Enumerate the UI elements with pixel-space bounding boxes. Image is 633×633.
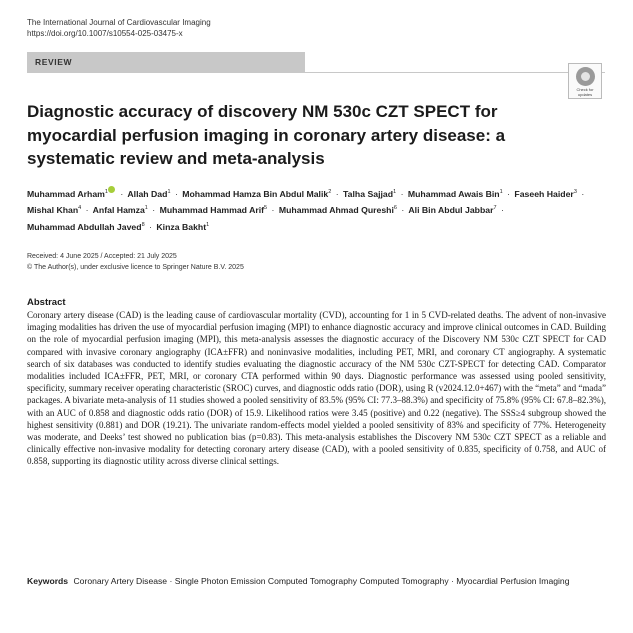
abstract-heading: Abstract — [27, 297, 66, 308]
abstract-text: Coronary artery disease (CAD) is the leading cause of cardiovascular mortality (CVD), accounting for 1 in 5 CVD-related deaths. The advent of non-invasive imaging modalities has driven the use of myocardial perfusion imaging (MPI) to enhance diagnostic accuracy and improve clinical outcomes in CAD. Building on the role of myocardial perfusion imaging (MPI), this meta-analysis assesses the diagnostic accuracy of the Discovery NM 530c CZT SPECT for CAD compared with invasive coronary angiography (ICA±FFR) and noninvasive modalities, including PET, MRI, and coronary CT angiography. A systematic search of six databases was conducted to identify studies evaluating the diagnostic accuracy of the NM 530c CZT-SPECT for detecting CAD. Comparator modalities included ICA±FFR, PET, MRI, or coronary CTA performed within 90 days. Diagnostic performance was assessed using pooled sensitivity, specificity, summary receiver operating characteristic (SROC) curves, and diagnostic odds ratio (DOR), using R (v2024.12.0+467) with the “meta” and “mada” packages. A bivariate meta-analysis of 11 studies showed a pooled sensitivity of 83.5% (95% CI: 77.3–88.3%) and specificity of 75.8% (95% CI: 67.8–82.3%), with an AUC of 0.858 and diagnostic odds ratio (DOR) of 15.9. Likelihood ratios were 3.45 (positive) and 0.22 (negative). The SSS≥4 subgroup showed the highest sensitivity (0.881) and DOR (19.21). The univariate random-effects model yielded a pooled sensitivity of 83% and specificity of 77%. Heterogeneity was moderate, and Deeks’ test showed no publication bias (p=0.83). This meta-analysis establishes the Discovery NM 530c CZT SPECT as a reliable and clinically effective non-invasive modality for detecting coronary artery disease (CAD), with a pooled sensitivity of 0.835, specificity of 0.758, and AUC of 0.858, supporting its diagnostic utility across diverse clinical settings. — [27, 310, 606, 467]
author-separator: · — [335, 188, 339, 199]
keyword-separator: · — [167, 576, 175, 586]
author-name[interactable]: Kinza Bakht$^1$ — [156, 221, 210, 232]
author-separator: · — [85, 205, 89, 216]
check-for-updates-badge[interactable] — [568, 63, 602, 99]
check-for-updates-label: Check for updates — [576, 87, 594, 97]
author-name[interactable]: Talha Sajjad$^1$ — [343, 188, 397, 199]
copyright-notice: © The Author(s), under exclusive licence to Springer Nature B.V. 2025 — [27, 263, 244, 271]
article-type-band: REVIEW — [27, 52, 305, 73]
affiliation-marker: 1 — [104, 189, 108, 195]
author-name[interactable]: Faseeh Haider$^3$ — [514, 188, 577, 199]
affiliation-marker: 1 — [206, 221, 210, 228]
received-accepted-dates: Received: 4 June 2025 / Accepted: 21 July 2025 — [27, 253, 177, 260]
author-name[interactable]: Ali Bin Abdul Jabbar$^7$ — [408, 205, 497, 216]
author-list — [27, 185, 607, 234]
author-separator: · — [152, 205, 156, 216]
affiliation-marker: 4 — [78, 205, 82, 212]
author-name[interactable]: Muhammad Hammad Arif$^5$ — [159, 205, 268, 216]
check-for-updates-icon — [576, 67, 595, 86]
author-name[interactable]: Muhammad Ahmad Qureshi$^6$ — [278, 205, 397, 216]
author-separator: · — [174, 188, 178, 199]
keyword-separator: · — [448, 576, 457, 586]
journal-name: The International Journal of Cardiovascular Imaging — [27, 18, 211, 27]
author-name[interactable]: Mohammad Hamza Bin Abdul Malik$^2$ — [182, 188, 332, 199]
author-name[interactable]: Muhammad Arham$^1$ — [27, 189, 116, 199]
author-name[interactable]: Anfal Hamza$^1$ — [92, 205, 148, 216]
keywords-label: Keywords — [27, 576, 69, 586]
article-title: Diagnostic accuracy of discovery NM 530c CZT SPECT for myocardial perfusion imaging in coronary artery disease: a systematic review and meta-analysis — [27, 102, 506, 168]
affiliation-marker: 2 — [328, 189, 332, 195]
doi-link[interactable]: https://doi.org/10.1007/s10554-025-03475-x — [27, 29, 183, 38]
affiliation-marker: 5 — [264, 205, 268, 212]
author-name[interactable]: Muhammad Awais Bin$^1$ — [407, 188, 503, 199]
author-name[interactable]: Muhammad Abdullah Javed$^8$ — [27, 221, 145, 232]
affiliation-marker: 1 — [393, 189, 397, 195]
affiliation-marker: 6 — [393, 205, 397, 212]
author-separator: · — [401, 205, 405, 216]
publication-dates — [27, 252, 244, 273]
keyword: Coronary Artery Disease — [73, 576, 168, 586]
affiliation-marker: 7 — [493, 205, 497, 212]
affiliation-marker: 1 — [167, 189, 171, 195]
author-separator: · — [149, 221, 152, 232]
author-separator: · — [581, 188, 585, 199]
orcid-icon[interactable] — [108, 186, 115, 193]
keyword: Single Photon Emission Computed Tomography Computed Tomography — [174, 576, 449, 586]
author-separator: · — [501, 205, 504, 216]
keyword-list — [73, 576, 569, 586]
affiliation-marker: 1 — [144, 205, 148, 212]
journal-header — [27, 17, 211, 39]
author-name[interactable]: Allah Dad$^1$ — [127, 188, 171, 199]
affiliation-marker: 3 — [573, 189, 577, 195]
keyword: Myocardial Perfusion Imaging — [456, 576, 570, 586]
header-rule — [305, 72, 605, 73]
keywords-section — [27, 575, 587, 589]
affiliation-marker: 1 — [499, 189, 503, 195]
author-separator: · — [400, 188, 404, 199]
author-name[interactable]: Mishal Khan$^4$ — [27, 205, 82, 216]
author-separator: · — [271, 205, 275, 216]
author-separator: · — [120, 188, 124, 199]
author-separator: · — [507, 188, 510, 199]
affiliation-marker: 8 — [141, 221, 145, 228]
